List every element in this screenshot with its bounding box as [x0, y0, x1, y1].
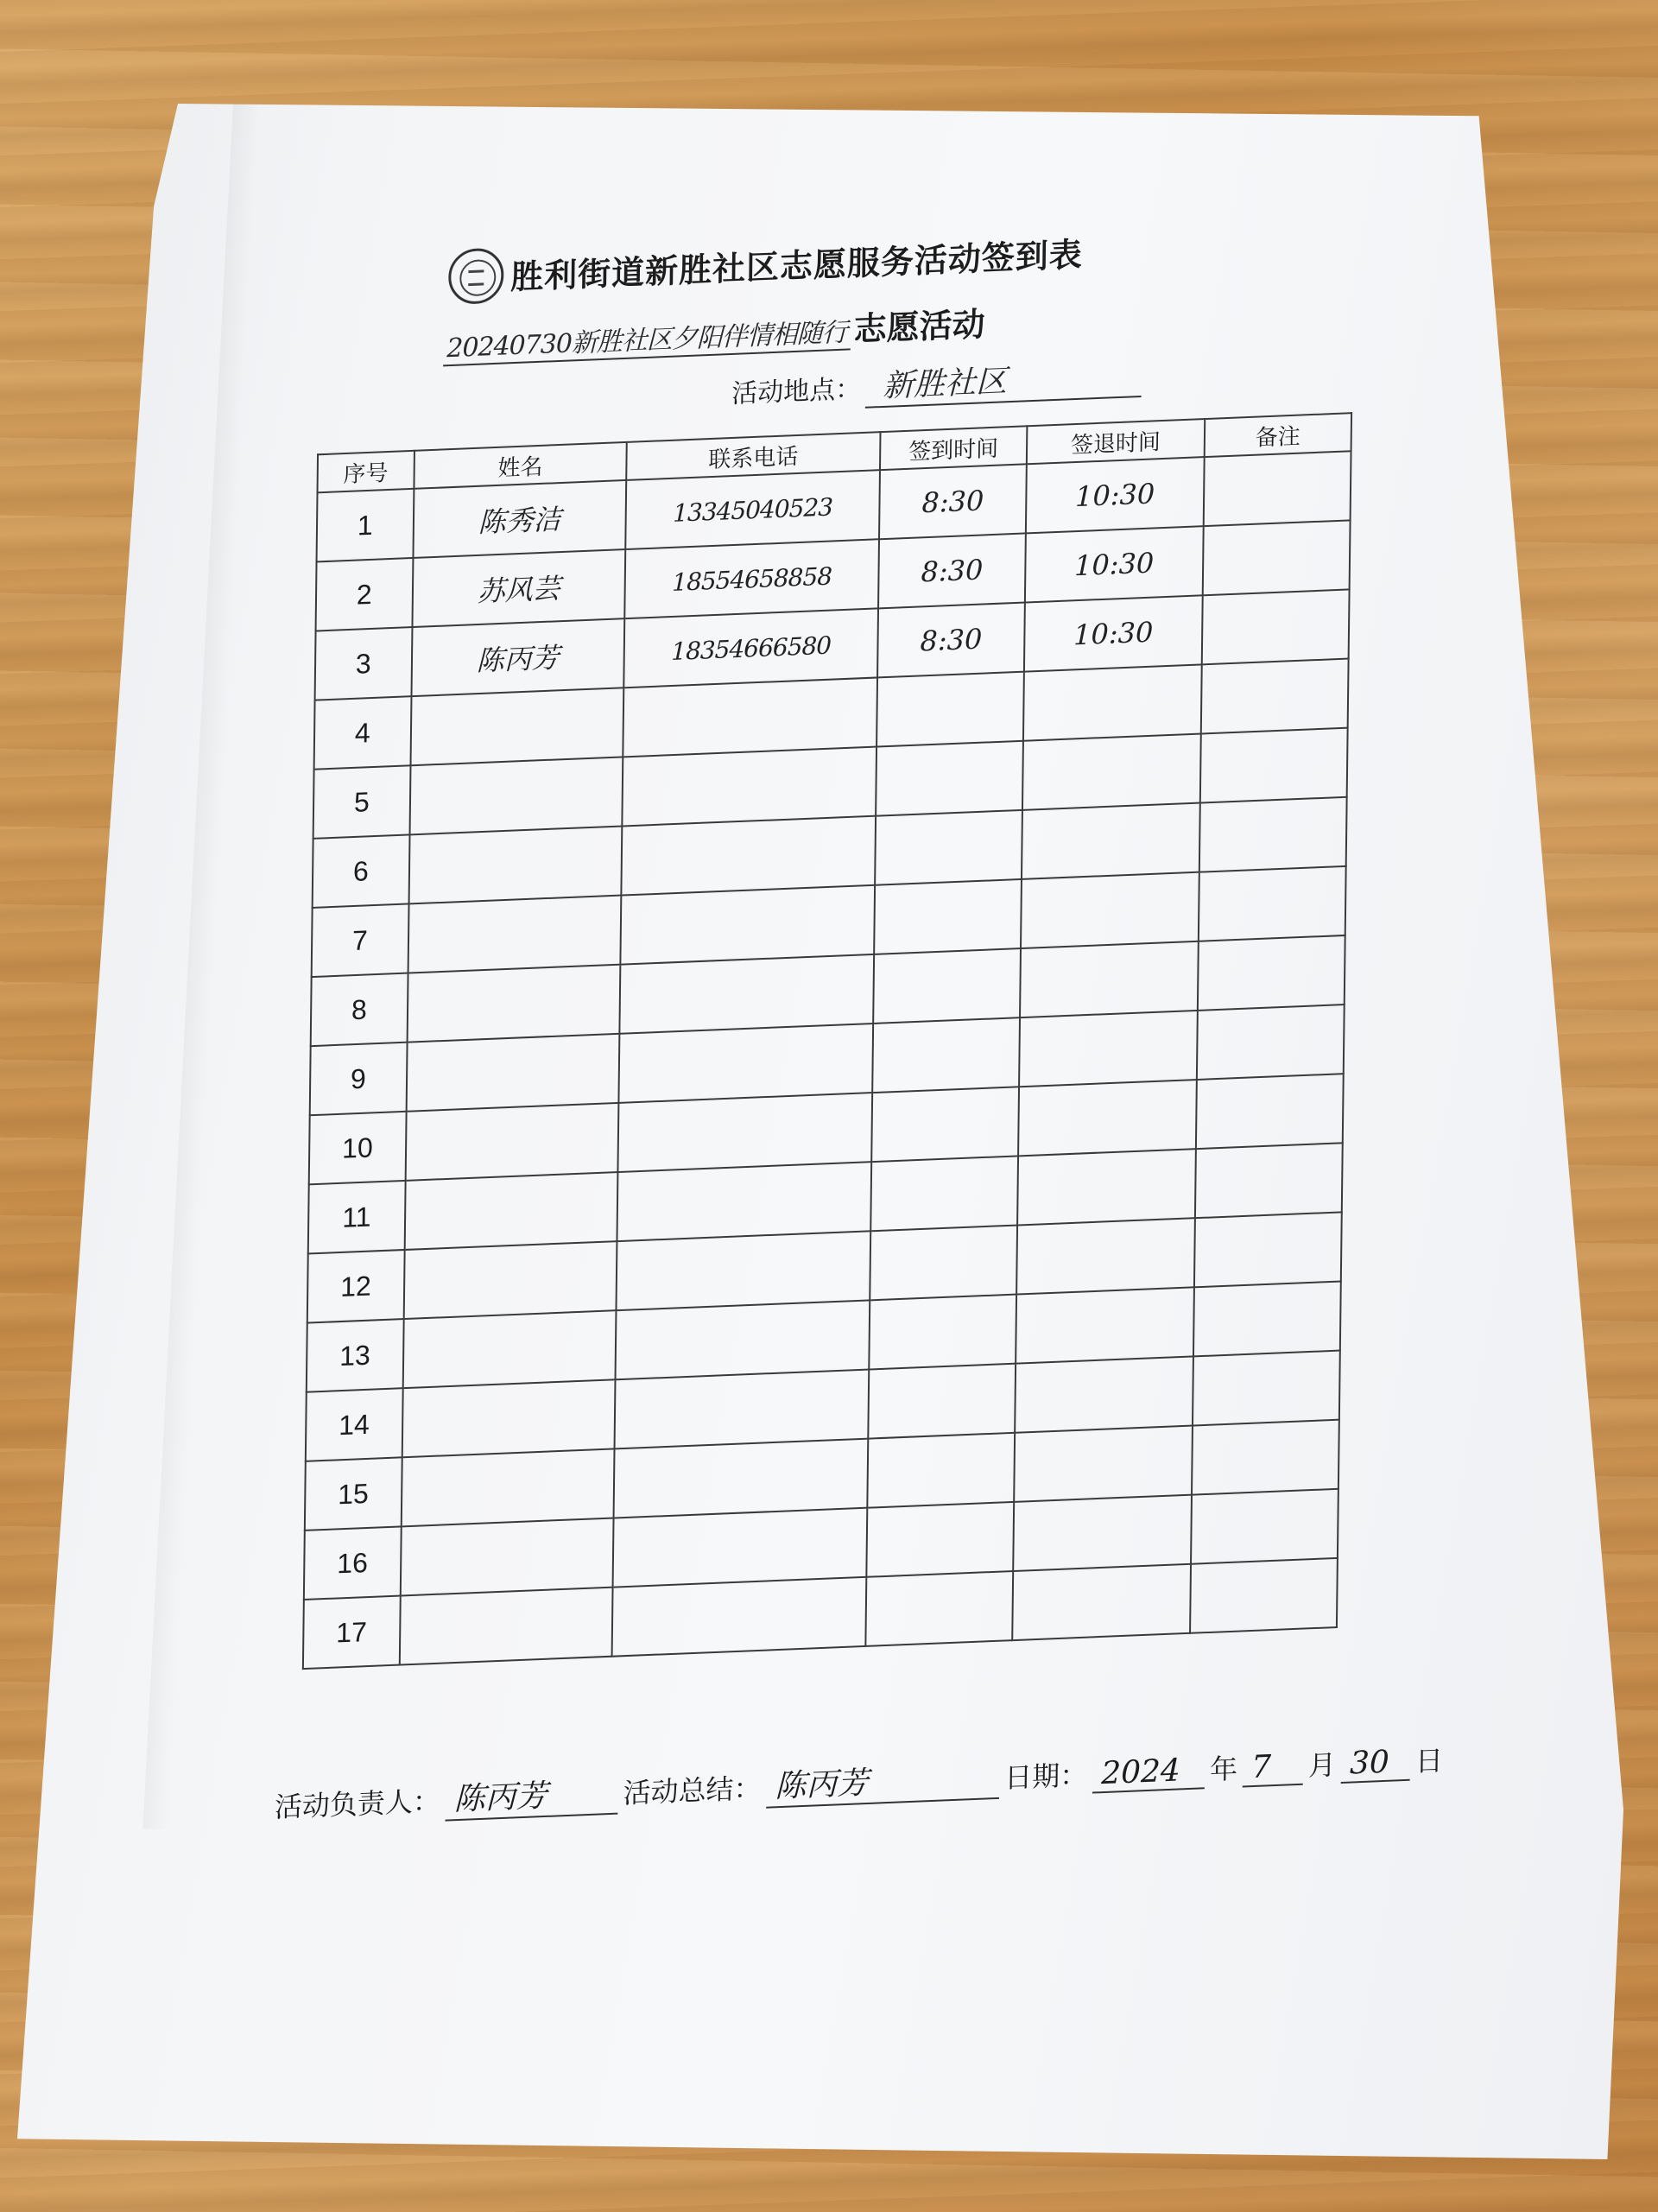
- cell-note: [1200, 659, 1348, 734]
- cell-checkout: 10:30: [1025, 526, 1203, 602]
- location-label: 活动地点：: [731, 373, 862, 410]
- cell-note: [1201, 589, 1349, 664]
- cell-checkin: [869, 1295, 1016, 1370]
- col-header-note: 备注: [1204, 413, 1351, 457]
- cell-note: [1195, 1143, 1343, 1218]
- col-header-name: 姓名: [414, 442, 627, 489]
- col-header-index: 序号: [318, 451, 414, 493]
- cell-phone: [619, 1024, 873, 1103]
- cell-phone: [612, 1577, 866, 1657]
- col-header-phone: 联系电话: [626, 432, 880, 480]
- cell-phone: [621, 885, 875, 965]
- cell-checkout: 10:30: [1026, 457, 1204, 533]
- cell-checkout: [1013, 1495, 1191, 1571]
- cell-note: [1199, 866, 1346, 941]
- cell-index: 12: [307, 1250, 404, 1323]
- cell-checkout: [1022, 803, 1199, 879]
- activity-suffix: 志愿活动: [853, 305, 985, 349]
- cell-checkout: [1019, 1011, 1197, 1087]
- cell-checkin: [872, 1017, 1020, 1093]
- signin-form: [274, 205, 1444, 1890]
- cell-phone: 13345040523: [625, 470, 879, 549]
- cell-name: [410, 688, 623, 765]
- form-header: [317, 205, 1355, 453]
- community-logo-icon: [448, 247, 504, 305]
- cell-checkin: [868, 1364, 1016, 1439]
- year-label: 年: [1209, 1752, 1238, 1787]
- cell-checkout: [1012, 1564, 1190, 1640]
- summary-label: 活动总结：: [623, 1771, 762, 1810]
- date-label: 日期：: [1004, 1758, 1088, 1795]
- cell-checkin: 8:30: [878, 533, 1026, 608]
- cell-checkout: [1015, 1356, 1193, 1432]
- cell-name: [408, 826, 622, 903]
- cell-checkin: 8:30: [879, 464, 1027, 539]
- cell-name: [405, 1103, 618, 1181]
- cell-phone: [623, 677, 877, 757]
- cell-index: 16: [304, 1526, 401, 1600]
- cell-phone: [618, 1093, 872, 1172]
- activity-location: [731, 352, 1142, 414]
- cell-name: [399, 1588, 612, 1665]
- cell-checkout: [1020, 941, 1198, 1017]
- col-header-checkout: 签退时间: [1027, 419, 1205, 464]
- cell-checkin: [870, 1225, 1017, 1300]
- cell-name: 陈丙芳: [411, 618, 624, 696]
- cell-checkin: [875, 810, 1022, 885]
- cell-index: 17: [303, 1596, 400, 1670]
- cell-name: [400, 1518, 613, 1596]
- location-value: 新胜社区: [865, 352, 1142, 409]
- cell-name: [409, 757, 623, 834]
- date-month: 7: [1243, 1748, 1303, 1788]
- cell-note: [1191, 1489, 1338, 1564]
- cell-name: [408, 896, 621, 973]
- cell-note: [1192, 1420, 1339, 1495]
- cell-note: [1199, 797, 1346, 872]
- cell-phone: [614, 1439, 868, 1518]
- cell-index: 1: [317, 489, 414, 562]
- cell-phone: 18354666580: [624, 608, 878, 688]
- cell-checkin: [865, 1571, 1013, 1646]
- cell-note: [1203, 451, 1351, 526]
- cell-checkin: 8:30: [877, 603, 1025, 678]
- cell-phone: [617, 1162, 871, 1241]
- cell-index: 14: [306, 1388, 402, 1461]
- cell-name: [406, 1034, 619, 1112]
- cell-checkin: [873, 948, 1021, 1024]
- cell-checkin: [871, 1087, 1019, 1162]
- cell-note: [1194, 1212, 1342, 1287]
- cell-checkout: [1016, 1287, 1193, 1363]
- date-day: 30: [1341, 1744, 1410, 1784]
- cell-checkin: [870, 1156, 1018, 1231]
- cell-note: [1190, 1558, 1338, 1633]
- cell-note: [1202, 520, 1350, 595]
- cell-checkin: [876, 672, 1024, 747]
- cell-checkin: [874, 879, 1022, 954]
- month-label: 月: [1307, 1748, 1337, 1783]
- cell-name: [402, 1310, 616, 1388]
- activity-name-line: [443, 297, 985, 366]
- cell-index: 4: [314, 696, 411, 770]
- cell-phone: 18554658858: [624, 539, 878, 618]
- cell-phone: [615, 1370, 869, 1449]
- cell-phone: [617, 1231, 870, 1310]
- cell-index: 9: [310, 1043, 407, 1116]
- cell-note: [1198, 935, 1345, 1011]
- cell-note: [1196, 1074, 1344, 1149]
- leader-label: 活动负责人：: [274, 1784, 441, 1824]
- form-title: 胜利街道新胜社区志愿服务活动签到表: [510, 235, 1084, 297]
- cell-phone: [622, 816, 876, 896]
- cell-index: 15: [305, 1457, 402, 1531]
- cell-name: 苏风芸: [412, 549, 625, 627]
- cell-checkout: [1017, 1149, 1195, 1225]
- cell-index: 2: [316, 558, 413, 631]
- cell-name: 陈秀洁: [413, 480, 626, 558]
- col-header-checkin: 签到时间: [880, 426, 1028, 470]
- cell-checkout: [1014, 1426, 1192, 1502]
- cell-index: 10: [309, 1112, 406, 1185]
- signin-table: [302, 412, 1352, 1670]
- activity-name-handwritten: 20240730新胜社区夕阳伴情相随行: [443, 310, 851, 366]
- leader-signature: 陈丙芳: [446, 1769, 618, 1822]
- cell-checkin: [867, 1433, 1015, 1508]
- cell-phone: [616, 1300, 870, 1379]
- cell-checkout: 10:30: [1024, 595, 1202, 671]
- form-footer: [275, 1735, 1449, 1829]
- day-label: 日: [1414, 1744, 1444, 1778]
- cell-note: [1199, 728, 1347, 803]
- cell-index: 8: [311, 973, 408, 1047]
- cell-checkout: [1016, 1218, 1194, 1294]
- cell-note: [1193, 1281, 1341, 1356]
- cell-index: 3: [315, 627, 412, 700]
- cell-checkin: [866, 1502, 1014, 1577]
- cell-index: 6: [313, 834, 409, 908]
- date-year: 2024: [1092, 1752, 1205, 1793]
- cell-checkout: [1018, 1080, 1196, 1156]
- cell-index: 11: [308, 1181, 405, 1254]
- cell-phone: [620, 954, 874, 1034]
- cell-note: [1193, 1351, 1340, 1426]
- cell-phone: [623, 747, 876, 827]
- cell-checkout: [1021, 872, 1199, 948]
- cell-index: 13: [307, 1319, 403, 1392]
- cell-note: [1197, 1005, 1345, 1080]
- cell-name: [402, 1379, 615, 1457]
- cell-phone: [613, 1508, 867, 1588]
- cell-checkin: [876, 741, 1023, 816]
- cell-index: 7: [312, 903, 408, 977]
- cell-name: [407, 965, 620, 1043]
- cell-name: [404, 1172, 617, 1250]
- cell-name: [403, 1241, 617, 1319]
- cell-checkout: [1023, 664, 1201, 740]
- cell-name: [401, 1448, 614, 1526]
- cell-checkout: [1022, 734, 1200, 810]
- cell-index: 5: [313, 765, 410, 839]
- summary-signature: 陈丙芳: [766, 1753, 999, 1809]
